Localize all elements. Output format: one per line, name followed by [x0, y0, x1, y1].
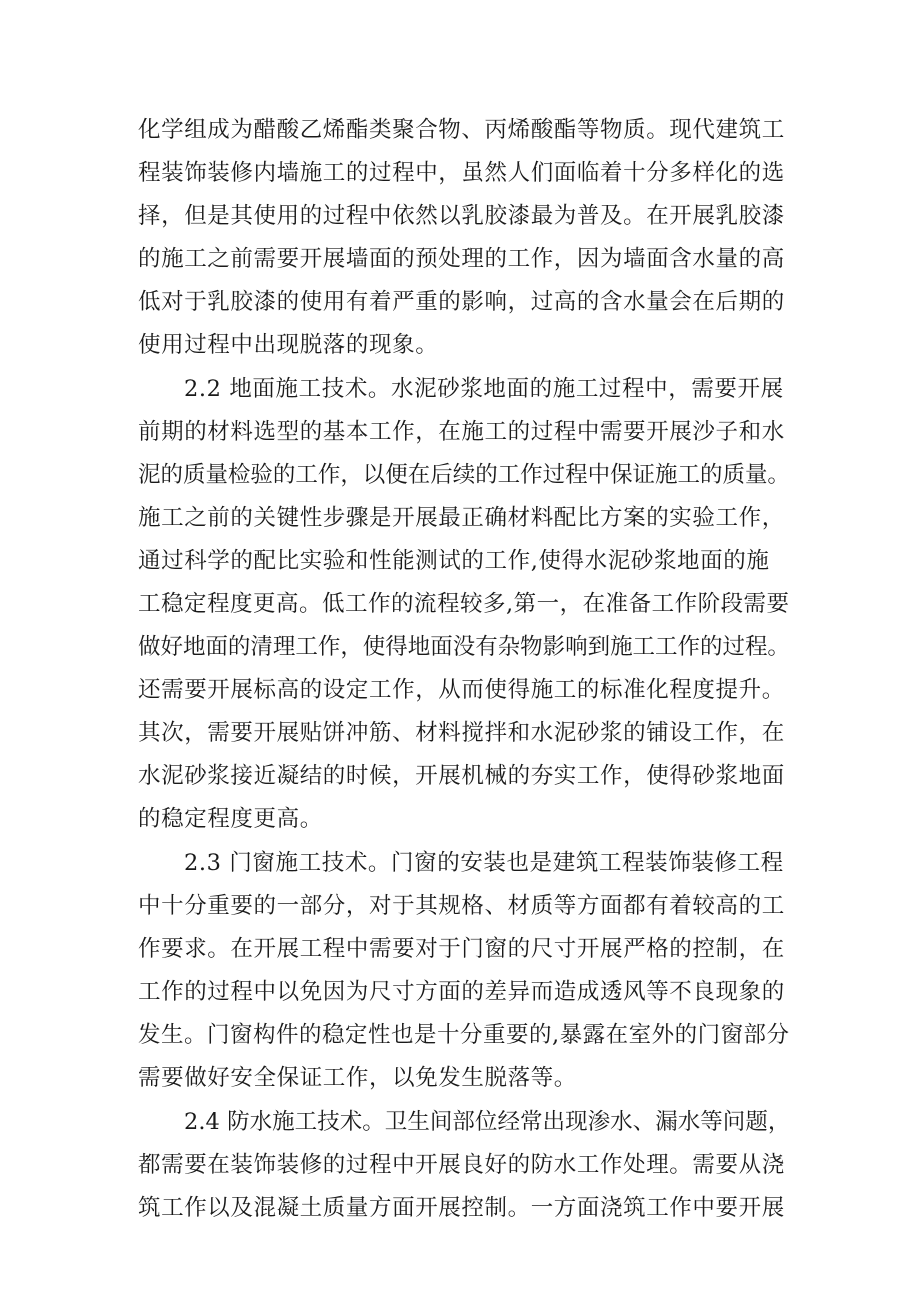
- text-line: 其次，需要开展贴饼冲筋、材料搅拌和水泥砂浆的铺设工作，在: [138, 720, 785, 746]
- text-line: 泥的质量检验的工作，以便在后续的工作过程中保证施工的质量。: [138, 462, 790, 488]
- text-line: 使用过程中出现脱落的现象。: [138, 332, 439, 358]
- text-line: 低对于乳胶漆的使用有着严重的影响，过高的含水量会在后期的: [138, 289, 785, 315]
- text-line: 施工之前的关键性步骤是开展最正确材料配比方案的实验工作，: [138, 505, 785, 531]
- section-heading-line: 2.3 门窗施工技术。门窗的安装也是建筑工程装饰装修工程: [184, 850, 784, 876]
- section-heading-line: 2.4 防水施工技术。卫生间部位经常出现渗水、漏水等问题，: [184, 1109, 791, 1135]
- text-line: 水泥砂浆接近凝结的时候，开展机械的夯实工作，使得砂浆地面: [138, 763, 785, 789]
- text-line: 程装饰装修内墙施工的过程中，虽然人们面临着十分多样化的选: [138, 160, 785, 186]
- text-line: 前期的材料选型的基本工作，在施工的过程中需要开展沙子和水: [138, 419, 785, 445]
- text-line: 的施工之前需要开展墙面的预处理的工作，因为墙面含水量的高: [138, 246, 785, 272]
- text-line: 化学组成为醋酸乙烯酯类聚合物、丙烯酸酯等物质。现代建筑工: [138, 117, 785, 143]
- section-heading-line: 2.2 地面施工技术。水泥砂浆地面的施工过程中，需要开展: [184, 376, 784, 402]
- text-line: 还需要开展标高的设定工作，从而使得施工的标准化程度提升。: [138, 677, 785, 703]
- text-line: 需要做好安全保证工作，以免发生脱落等。: [138, 1065, 577, 1091]
- text-line: 的稳定程度更高。: [138, 806, 323, 832]
- text-line: 择，但是其使用的过程中依然以乳胶漆最为普及。在开展乳胶漆: [138, 203, 785, 229]
- text-line: 中十分重要的一部分，对于其规格、材质等方面都有着较高的工: [138, 893, 785, 919]
- text-line: 都需要在装饰装修的过程中开展良好的防水工作处理。需要从浇: [138, 1152, 785, 1178]
- text-line: 发生。门窗构件的稳定性也是十分重要的,暴露在室外的门窗部分: [138, 1022, 790, 1048]
- text-line: 工作的过程中以免因为尺寸方面的差异而造成透风等不良现象的: [138, 979, 785, 1005]
- text-line: 工稳定程度更高。低工作的流程较多,第一，在准备工作阶段需要: [138, 591, 790, 617]
- text-line: 做好地面的清理工作，使得地面没有杂物影响到施工工作的过程。: [138, 634, 790, 660]
- text-line: 通过科学的配比实验和性能测试的工作,使得水泥砂浆地面的施: [138, 548, 770, 574]
- text-line: 作要求。在开展工程中需要对于门窗的尺寸开展严格的控制，在: [138, 936, 785, 962]
- text-line: 筑工作以及混凝土质量方面开展控制。一方面浇筑工作中要开展: [138, 1195, 785, 1221]
